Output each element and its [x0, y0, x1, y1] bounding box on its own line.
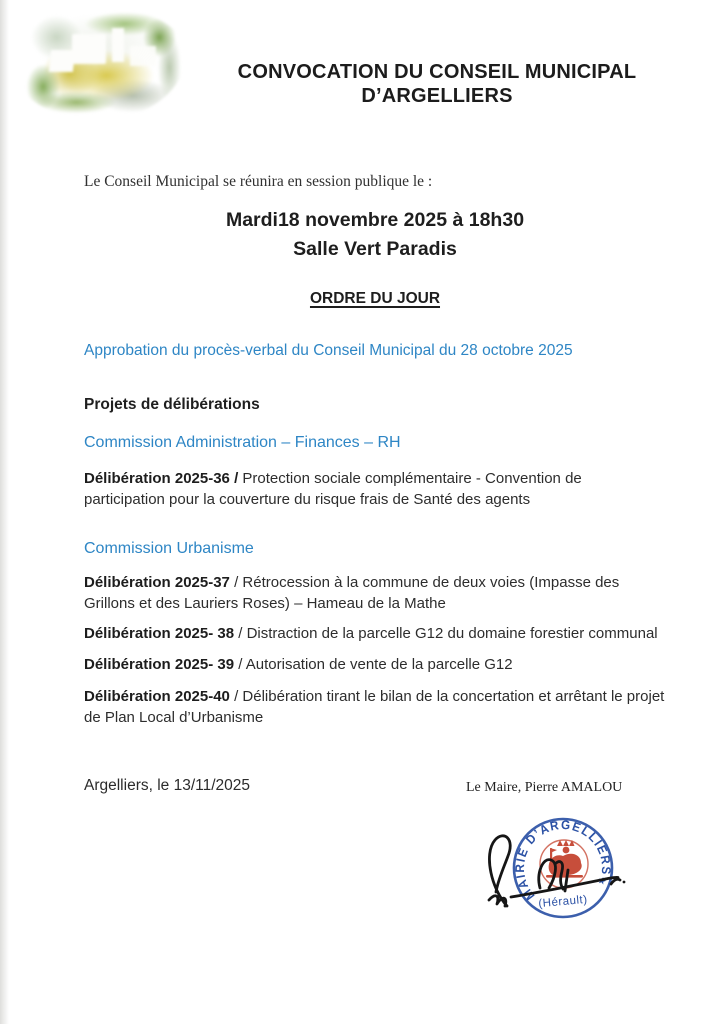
deliberation-text: / Distraction de la parcelle G12 du domaine forestier communal [238, 625, 658, 642]
stamp-star-icon: ★ [595, 874, 608, 889]
deliberation-text: / Autorisation de vente de la parcelle G12 [238, 656, 513, 673]
deliberation-2025-36 [84, 469, 661, 510]
meeting-datetime: Mardi18 novembre 2025 à 18h30 [225, 209, 525, 231]
signature-dot [623, 881, 626, 884]
title-line-2: D’ARGELLIERS [361, 85, 513, 108]
approval-line: Approbation du procès-verbal du Conseil Municipal du 28 octobre 2025 [84, 342, 573, 359]
place-and-date: Argelliers, le 13/11/2025 [84, 777, 251, 794]
scan-edge-shadow [0, 0, 9, 1024]
deliberation-text: / Délibération tirant le bilan de la concertation et arrêtant le projet de Plan Local d’Urbanisme [84, 688, 665, 726]
agenda-heading: ORDRE DU JOUR [309, 290, 441, 307]
logo-building-shape [130, 46, 156, 66]
commune-watercolor-logo-icon [20, 6, 186, 118]
deliberation-2025-38 [84, 624, 661, 645]
deliberation-label: Délibération 2025-40 [84, 688, 230, 705]
meeting-location: Salle Vert Paradis [293, 238, 457, 261]
intro-line: Le Conseil Municipal se réunira en session publique le : [84, 173, 433, 190]
deliberation-2025-39 [84, 655, 661, 676]
stamp-subtext: (Hérault) [537, 893, 589, 911]
stamp-ring-text: MAIRIE D’ARGELLIERS [512, 817, 614, 903]
deliberation-text: / Rétrocession à la commune de deux voies (Impasse des Grillons et des Lauriers Roses) – Hameau de la Mathe [84, 574, 620, 612]
signature-scribble [539, 860, 556, 888]
deliberation-label: Délibération 2025- 38 [84, 625, 235, 642]
logo-building-shape [72, 34, 106, 64]
meeting-block [25, 206, 725, 265]
logo-tower-shape [112, 28, 124, 62]
deliberation-2025-37 [84, 573, 661, 614]
deliberation-text: Protection sociale complémentaire - Convention de participation pour la couverture du risque frais de Santé des agents [84, 470, 582, 508]
logo-building-shape [49, 50, 75, 72]
signature-strike [511, 874, 618, 897]
title-line-1: CONVOCATION DU CONSEIL MUNICIPAL [237, 61, 637, 83]
mayor-signature [462, 826, 628, 922]
commission-urbanisme: Commission Urbanisme [84, 540, 254, 557]
document-title [208, 60, 666, 109]
signatory-line: Le Maire, Pierre AMALOU [466, 780, 623, 795]
deliberation-label: Délibération 2025-37 [84, 574, 230, 591]
projects-heading: Projets de délibérations [84, 396, 260, 413]
deliberation-label: Délibération 2025- 39 [84, 656, 235, 673]
deliberation-2025-40 [84, 687, 669, 728]
commission-admin-finances-rh: Commission Administration – Finances – RH [84, 434, 401, 451]
signature-tick [611, 879, 620, 884]
deliberation-label: Délibération 2025-36 / [84, 470, 239, 487]
